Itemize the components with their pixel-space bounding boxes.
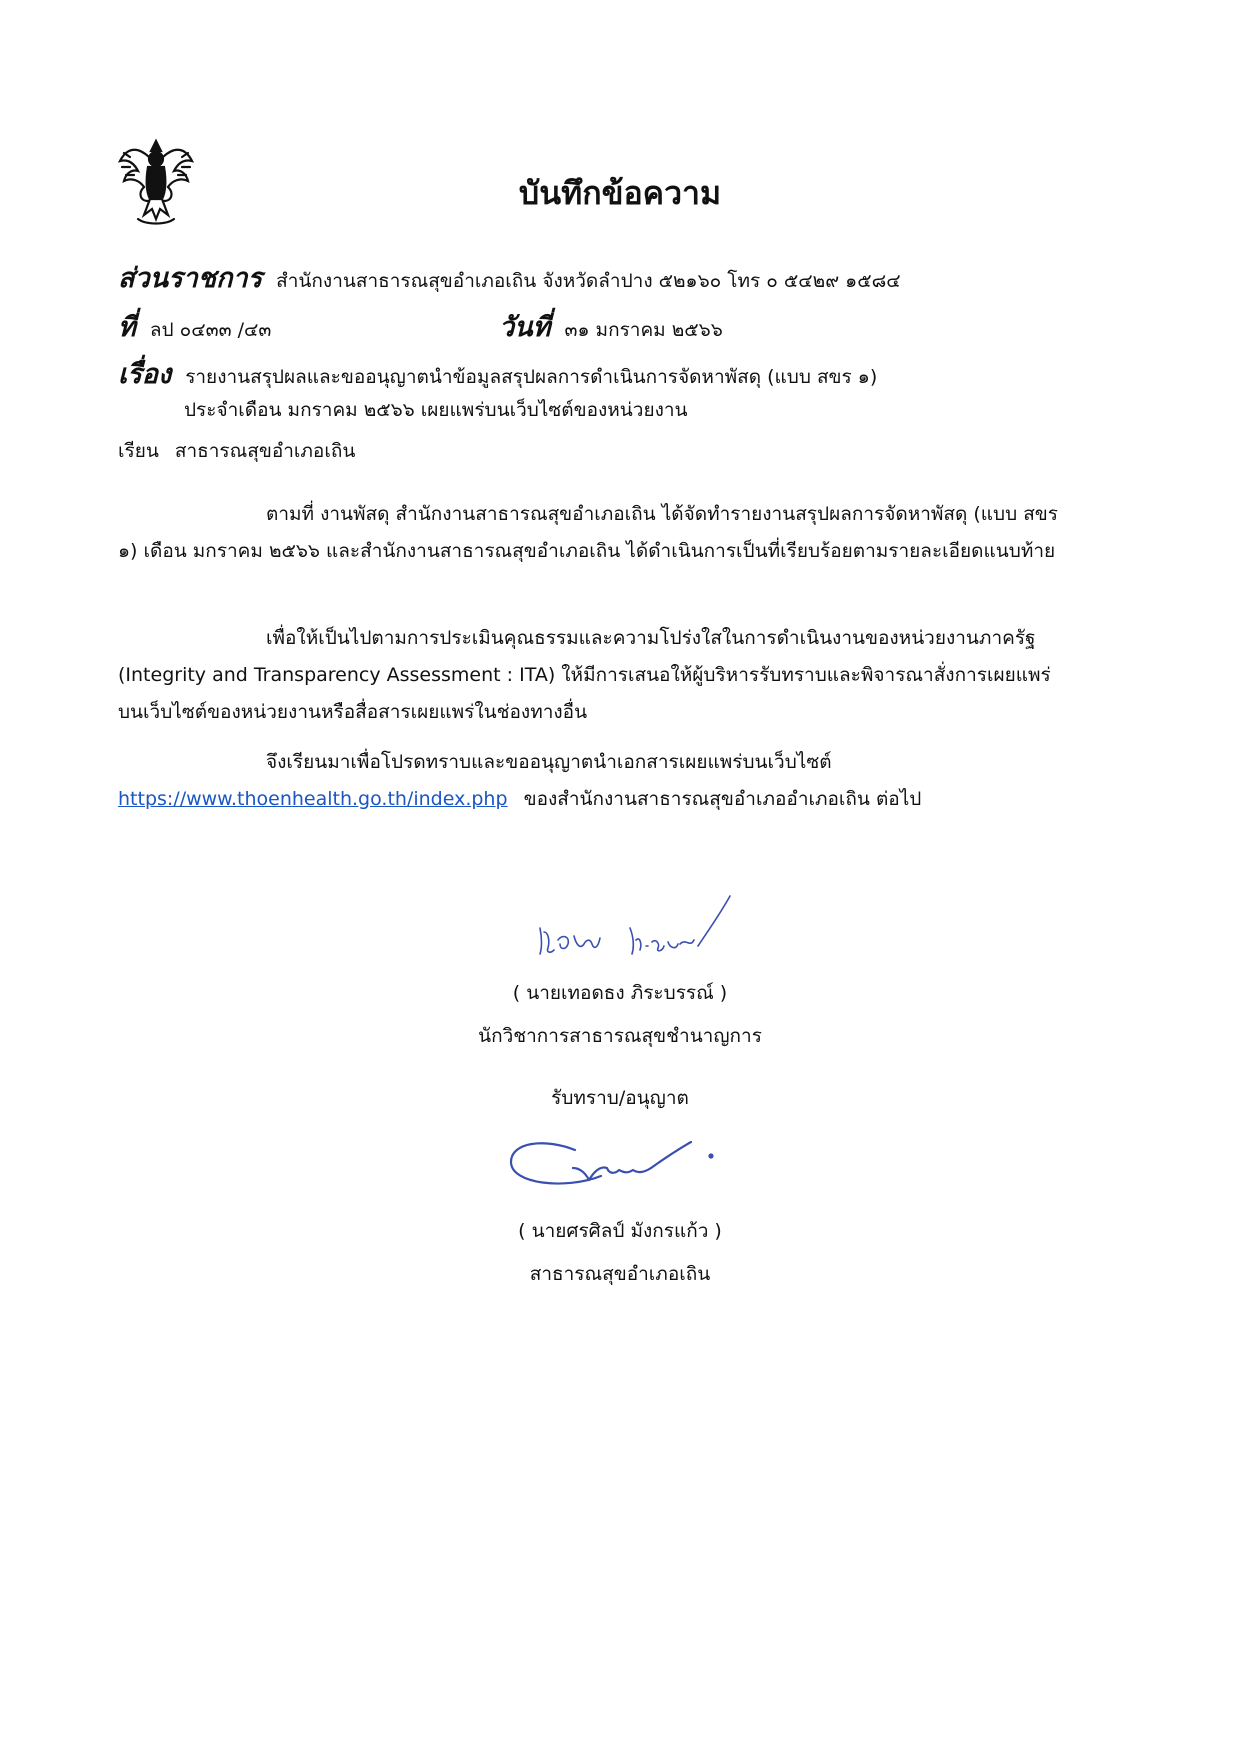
signer-2-position: สาธารณสุขอำเภอเถิน [529, 1263, 711, 1285]
paragraph-3-tail: ของสำนักงานสาธารณสุขอำเภออำเภอเถิน ต่อไป [523, 788, 922, 810]
paragraph-2-text: เพื่อให้เป็นไปตามการประเมินคุณธรรมและความโปร่งใสในการดำเนินงานของหน่วยงานภาครัฐ (Integrity and Transparency Assessment : ITA) ให้มีการเสนอให้ผู้บริหารรับทราบและพิจารณาสั่งการเผยแพร่บนเว็บไซต์ของหน่วยงานหรือสื่อสารเผยแพร่ในช่องทางอื่น [118, 627, 1051, 723]
ref-row [118, 305, 271, 348]
website-link[interactable]: https://www.thoenhealth.go.th/index.php [118, 788, 508, 810]
date-value: ๓๑ มกราคม ๒๕๖๖ [564, 319, 723, 341]
to-label: เรียน [118, 440, 159, 462]
date-row [499, 305, 723, 348]
signer-1-name: ( นายเทอดธง ภิระบรรณ์ ) [512, 982, 728, 1004]
ref-label: ที่ [118, 312, 136, 343]
ref-value: ลป ๐๔๓๓ /๔๓ [149, 319, 272, 341]
signer-2-name: ( นายศรศิลป์ มังกรแก้ว ) [518, 1220, 722, 1242]
paragraph-3-text: จึงเรียนมาเพื่อโปรดทราบและขออนุญาตนำเอกสารเผยแพร่บนเว็บไซต์ [266, 751, 832, 773]
paragraph-2 [118, 620, 1060, 731]
subject-label: เรื่อง [118, 359, 172, 390]
department-label: ส่วนราชการ [118, 263, 263, 294]
page-title: บันทึกข้อความ [518, 174, 722, 212]
subject-row [118, 352, 877, 395]
paragraph-1 [118, 496, 1060, 570]
paragraph-1-text: ตามที่ งานพัสดุ สำนักงานสาธารณสุขอำเภอเถิน ได้จัดทำรายงานสรุปผลการจัดหาพัสดุ (แบบ สขร ๑) เดือน มกราคม ๒๕๖๖ และสำนักงานสาธารณสุขอำเภอเถิน ได้ดำเนินการเป็นที่เรียบร้อยตามรายละเอียดแนบท้าย [118, 503, 1058, 562]
approval-text: รับทราบ/อนุญาต [551, 1087, 689, 1109]
to-row [118, 436, 355, 466]
department-row [118, 256, 901, 299]
to-value: สาธารณสุขอำเภอเถิน [174, 440, 356, 462]
department-value: สำนักงานสาธารณสุขอำเภอเถิน จังหวัดลำปาง ๕๒๑๖๐ โทร ๐ ๕๔๒๙ ๑๕๘๔ [276, 270, 901, 292]
subject-line1: รายงานสรุปผลและขออนุญาตนำข้อมูลสรุปผลการดำเนินการจัดหาพัสดุ (แบบ สขร ๑) [185, 366, 878, 388]
date-label: วันที่ [499, 312, 551, 343]
subject-line2: ประจำเดือน มกราคม ๒๕๖๖ เผยแพร่บนเว็บไซต์ของหน่วยงาน [184, 399, 688, 421]
paragraph-3 [118, 744, 1060, 818]
signer-1-position: นักวิชาการสาธารณสุขชำนาญการ [478, 1025, 762, 1047]
signature-2-image [505, 1128, 735, 1208]
signature-1-image [530, 888, 750, 968]
